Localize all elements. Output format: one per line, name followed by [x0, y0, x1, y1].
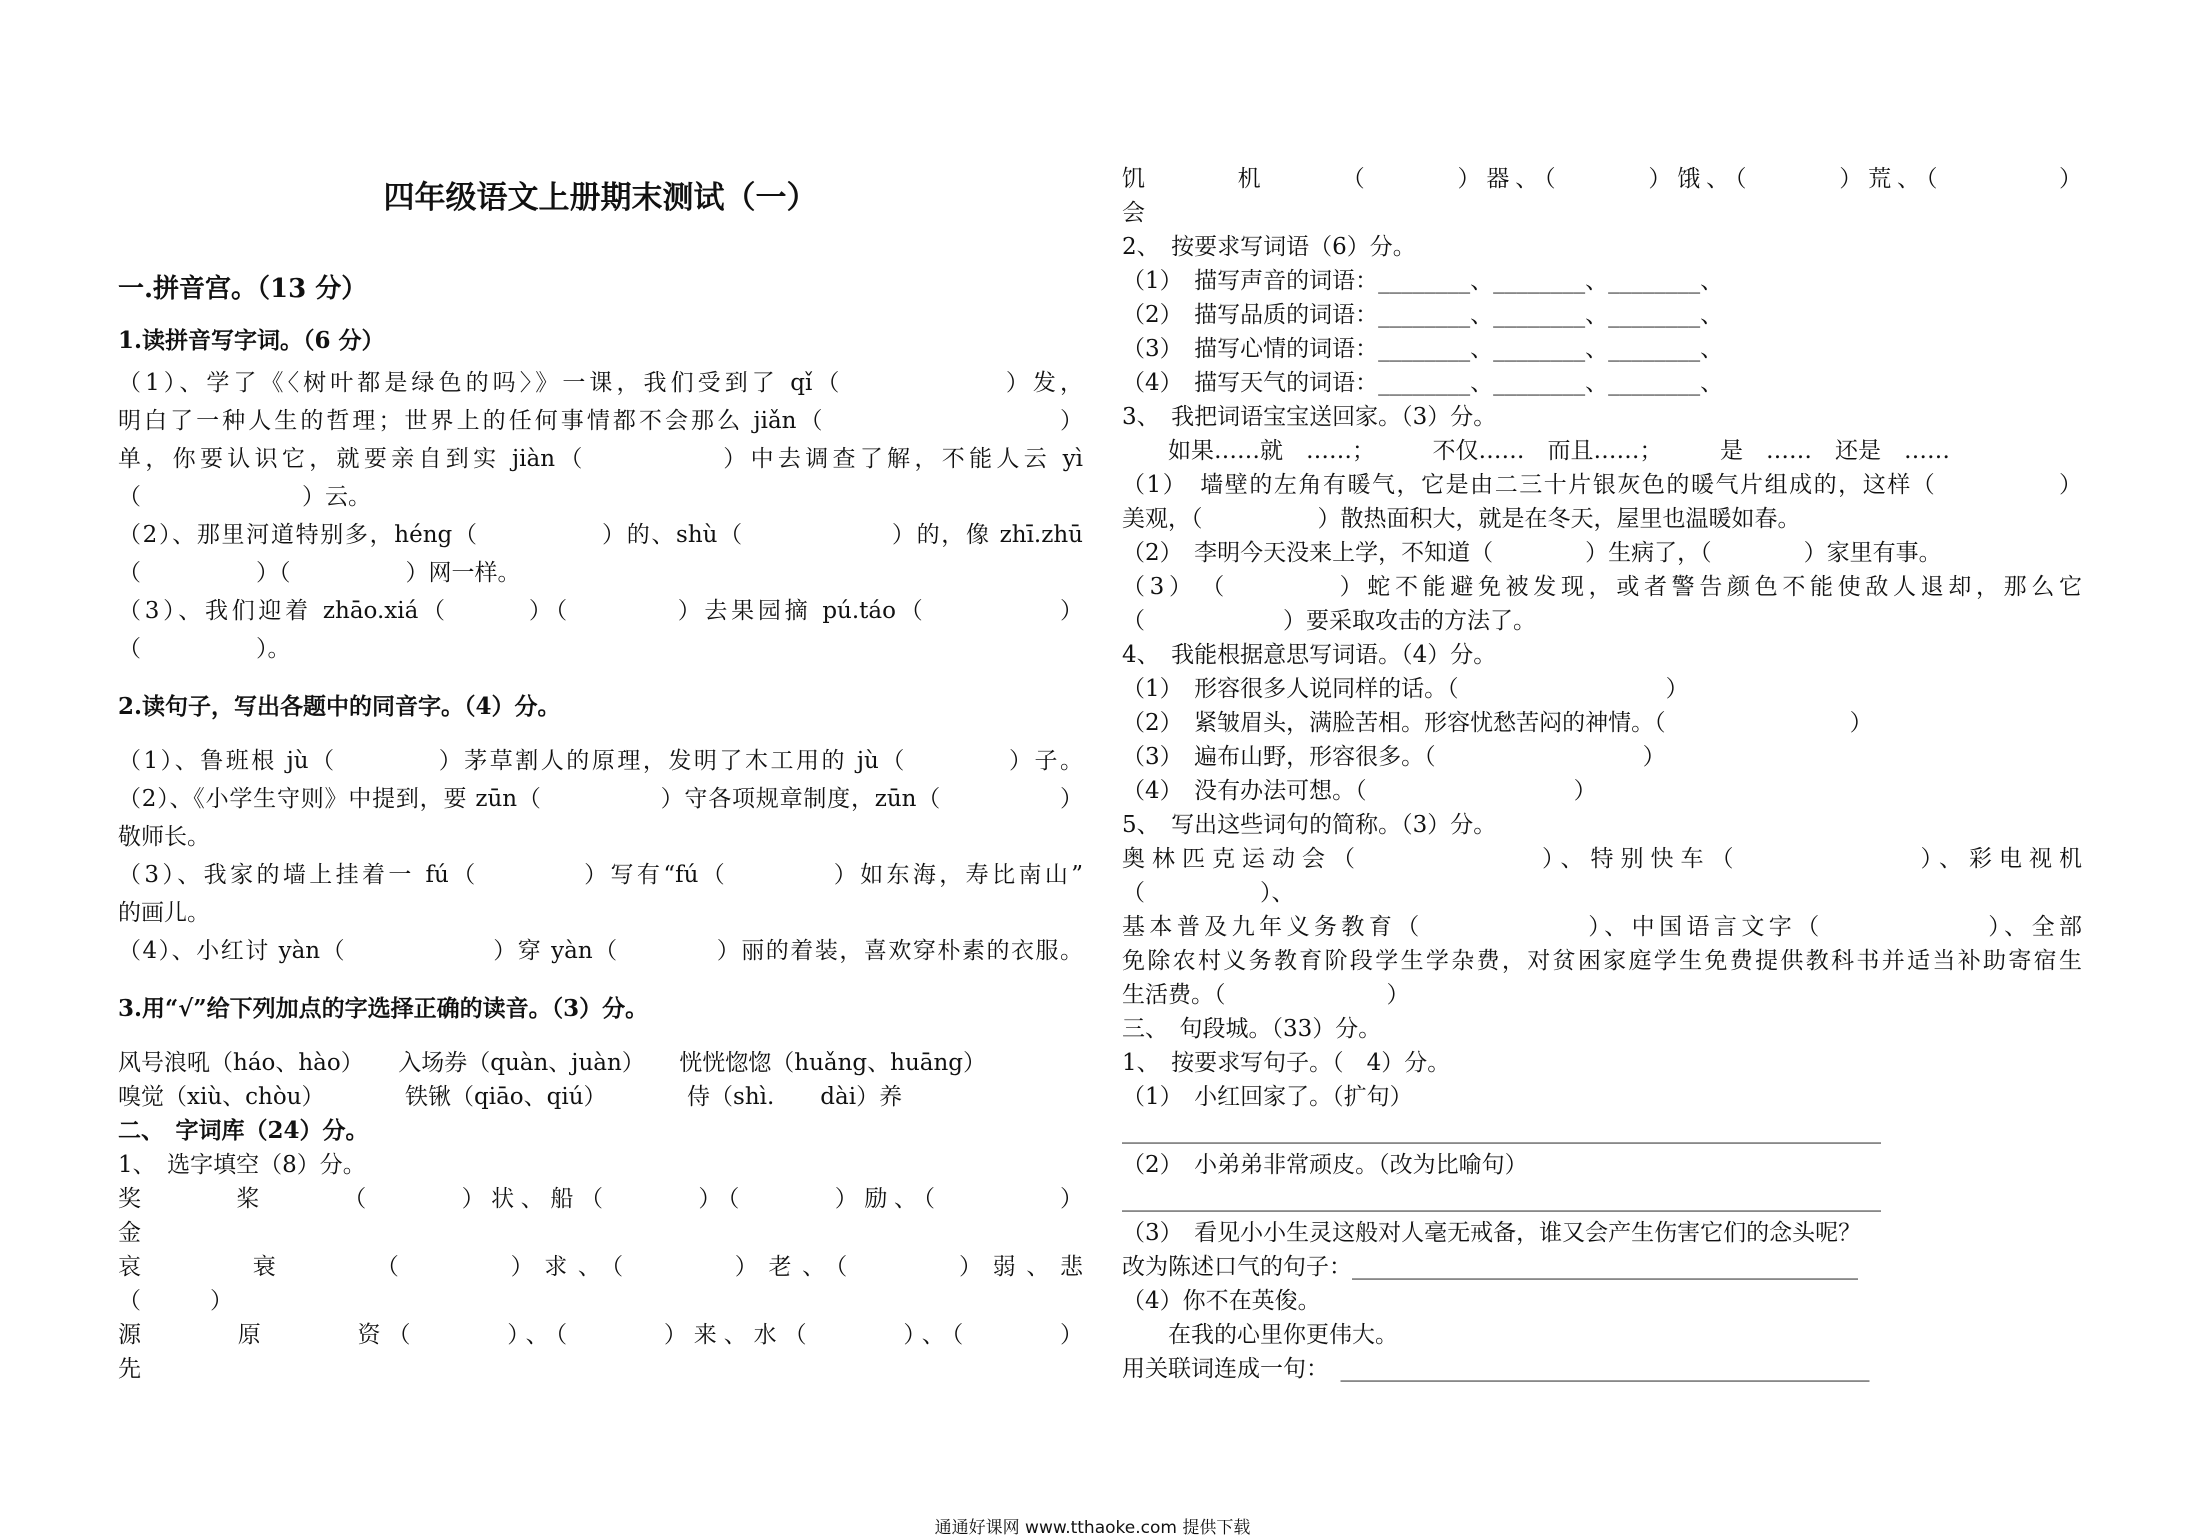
- left-line: （1）、学了《〈树叶都是绿色的吗〉》一课，我们受到了 qǐ（ ）发，: [118, 370, 1083, 396]
- right-line: （ ）、: [1122, 880, 1295, 906]
- right-line: （4） 没有办法可想。（ ）: [1122, 778, 1597, 804]
- left-line: 源 原 资（ ）、（ ）来、水（ ）、（ ）: [118, 1322, 1083, 1348]
- left-line: 哀 衰 （ ）求、（ ）老、（ ）弱、悲: [118, 1254, 1083, 1280]
- right-line: 在我的心里你更伟大。: [1122, 1322, 1398, 1348]
- right-line: （4） 描写天气的词语：________、________、________、: [1122, 370, 1724, 396]
- right-line: （1） 墙壁的左角有暖气，它是由二三十片银灰色的暖气片组成的，这样（ ）: [1122, 472, 2082, 498]
- right-line: （4）你不在英俊。: [1122, 1288, 1321, 1314]
- right-line: __________________________________________________________________: [1122, 1186, 1881, 1212]
- right-line: （3） （ ）蛇不能避免被发现，或者警告颜色不能使敌人退却，那么它: [1122, 574, 2082, 600]
- left-line: 2.读句子，写出各题中的同音字。（4）分。: [118, 693, 561, 720]
- left-line: （3）、我家的墙上挂着一 fú（ ）写有“fú（ ）如东海，寿比南山”: [118, 862, 1083, 888]
- right-line: （3） 遍布山野，形容很多。（ ）: [1122, 744, 1666, 770]
- right-line: 4、 我能根据意思写词语。（4）分。: [1122, 642, 1497, 668]
- left-line: （4）、小红讨 yàn（ ）穿 yàn（ ）丽的着装，喜欢穿朴素的衣服。: [118, 938, 1083, 964]
- right-line: （3） 描写心情的词语：________、________、________、: [1122, 336, 1724, 362]
- left-line: （ ）（ ）网一样。: [118, 560, 521, 586]
- right-line: 免除农村义务教育阶段学生学杂费，对贫困家庭学生免费提供教科书并适当补助寄宿生: [1122, 948, 2082, 974]
- right-line: 基本普及九年义务教育（ ）、中国语言文字（ ）、全部: [1122, 914, 2082, 940]
- left-line: 单，你要认识它，就要亲自到实 jiàn（ ）中去调查了解，不能人云 yì: [118, 446, 1083, 472]
- right-line: 饥 机 （ ）器、（ ）饿、（ ）荒、（ ）: [1122, 166, 2082, 192]
- right-line: 用关联词连成一句： ______________________________________________: [1122, 1356, 1870, 1382]
- page-title: 四年级语文上册期末测试（一）: [383, 180, 818, 216]
- right-line: （2） 描写品质的词语：________、________、________、: [1122, 302, 1724, 328]
- left-line: 金: [118, 1220, 141, 1246]
- right-line: 5、 写出这些词句的简称。（3）分。: [1122, 812, 1497, 838]
- left-line: （3）、我们迎着 zhāo.xiá（ ）（ ）去果园摘 pú.táo（ ）: [118, 598, 1083, 624]
- left-line: （ ）: [118, 1288, 233, 1314]
- left-line: 先: [118, 1356, 141, 1382]
- right-line: 2、 按要求写词语（6）分。: [1122, 234, 1416, 260]
- left-line: 风号浪吼（háo、hào） 入场券（quàn、juàn） 恍恍惚惚（huǎng、huāng）: [118, 1050, 987, 1076]
- left-line: （1）、鲁班根 jù（ ）茅草割人的原理，发明了木工用的 jù（ ）子。: [118, 748, 1083, 774]
- right-line: 会: [1122, 200, 1145, 226]
- left-line: 二、 字词库（24）分。: [118, 1117, 369, 1144]
- left-line: 敬师长。: [118, 824, 210, 850]
- left-line: （ ）。: [118, 636, 291, 662]
- footer-credit: 通通好课网 www.tthaoke.com 提供下载: [934, 1518, 1251, 1538]
- right-line: 如果……就 ……； 不仅…… 而且……； 是 …… 还是 ……: [1122, 438, 1950, 464]
- left-line: 1、 选字填空（8）分。: [118, 1152, 366, 1178]
- right-line: __________________________________________________________________: [1122, 1118, 1881, 1144]
- right-line: （1） 形容很多人说同样的话。（ ）: [1122, 676, 1689, 702]
- right-line: 1、 按要求写句子。（ 4）分。: [1122, 1050, 1451, 1076]
- left-line: （ ）云。: [118, 484, 371, 510]
- right-line: （1） 描写声音的词语：________、________、________、: [1122, 268, 1724, 294]
- right-line: 三、 句段城。（33）分。: [1122, 1016, 1382, 1042]
- left-line: 嗅觉（xiù、chòu） 铁锹（qiāo、qiú） 侍（shì. dài）养: [118, 1084, 903, 1110]
- left-line: 3.用“√”给下列加点的字选择正确的读音。（3）分。: [118, 995, 649, 1022]
- right-line: 3、 我把词语宝宝送回家。（3）分。: [1122, 404, 1497, 430]
- left-line: 1.读拼音写字词。（6 分）: [118, 327, 385, 354]
- right-line: 改为陈述口气的句子：____________________________________________: [1122, 1254, 1858, 1280]
- right-line: 美观，（ ）散热面积大，就是在冬天，屋里也温暖如春。: [1122, 506, 1801, 532]
- right-line: （2） 紧皱眉头，满脸苦相。形容忧愁苦闷的神情。（ ）: [1122, 710, 1873, 736]
- right-line: 生活费。（ ）: [1122, 982, 1410, 1008]
- left-line: （2）、那里河道特别多，héng（ ）的、shù（ ）的，像 zhī.zhū: [118, 522, 1083, 548]
- right-line: 奥林匹克运动会（ ）、特别快车（ ）、彩电视机: [1122, 846, 2082, 872]
- right-line: （2） 小弟弟非常顽皮。（改为比喻句）: [1122, 1152, 1528, 1178]
- right-line: （ ）要采取攻击的方法了。: [1122, 608, 1536, 634]
- right-line: （1） 小红回家了。（扩句）: [1122, 1084, 1413, 1110]
- left-line: （2）、《小学生守则》中提到，要 zūn（ ）守各项规章制度，zūn（ ）: [118, 786, 1083, 812]
- left-line: 的画儿。: [118, 900, 210, 926]
- left-line: 奖 桨 （ ）状、船（ ）（ ）励、（ ）: [118, 1186, 1083, 1212]
- left-line: 明白了一种人生的哲理；世界上的任何事情都不会那么 jiǎn（ ）: [118, 408, 1083, 434]
- right-line: （2） 李明今天没来上学，不知道（ ）生病了，（ ）家里有事。: [1122, 540, 1942, 566]
- left-line: 一.拼音宫。（13 分）: [118, 274, 368, 304]
- right-line: （3） 看见小小生灵这般对人毫无戒备，谁又会产生伤害它们的念头呢？: [1122, 1220, 1862, 1246]
